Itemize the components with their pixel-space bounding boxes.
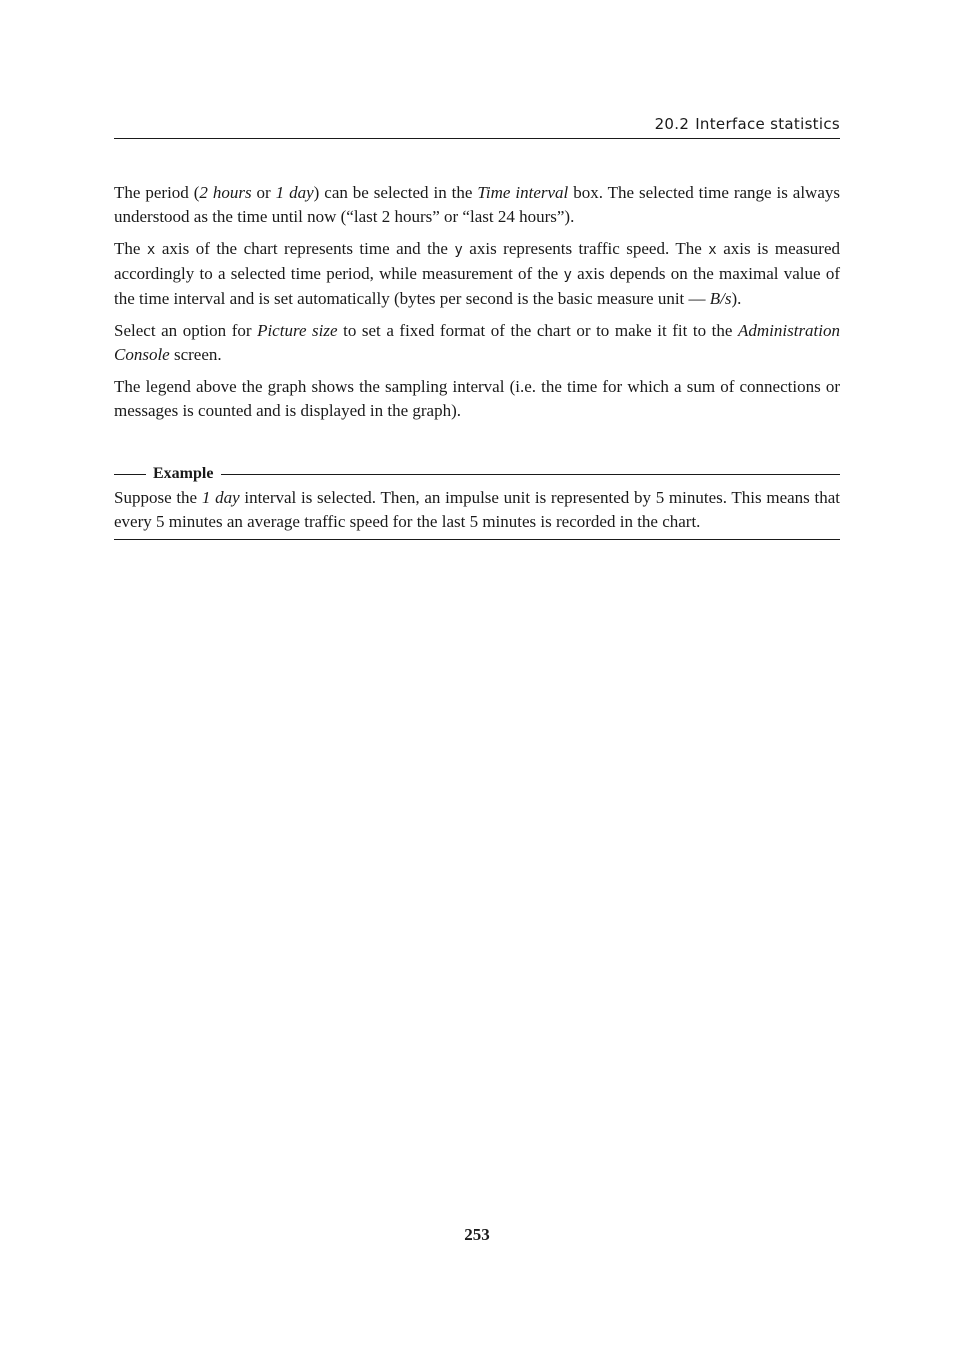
text-run: screen. xyxy=(169,345,222,364)
text-run: axis of the chart represents time and the xyxy=(155,239,455,258)
page-number: 253 xyxy=(464,1225,490,1244)
running-header xyxy=(114,114,840,139)
paragraph-axes xyxy=(114,237,840,311)
text-run: Suppose the xyxy=(114,488,202,507)
text-run: ) can be selected in the xyxy=(313,183,478,202)
section-title: Interface statistics xyxy=(695,115,840,133)
rule xyxy=(114,474,146,475)
text-run: The period ( xyxy=(114,183,200,202)
example-body xyxy=(114,486,840,540)
text-run: or xyxy=(251,183,276,202)
text-run: The legend above the graph shows the sampling interval (i.e. the time for which a sum of connections or messages is counted and is displayed in the graph). xyxy=(114,377,840,420)
emphasis-2-hours: 2 hours xyxy=(199,183,252,202)
text-run: axis is measured accordingly to a selected time period, while measurement of the xyxy=(114,239,841,283)
rule xyxy=(221,474,840,475)
text-run: to set a fixed format of the chart or to make it fit to the xyxy=(337,321,738,340)
code-y: y xyxy=(454,242,463,258)
text-run: Select an option for xyxy=(114,321,258,340)
section-number: 20.2 xyxy=(654,115,690,133)
example-title: Example xyxy=(153,465,214,482)
body-text xyxy=(114,181,840,431)
emphasis-picture-size: Picture size xyxy=(257,321,338,340)
text-run: box. The selected time range is always understood as the time until now (“last 2 hours” or “last 24 hours”). xyxy=(114,183,841,226)
emphasis-1-day: 1 day xyxy=(201,488,240,507)
code-x: x xyxy=(708,242,717,258)
paragraph-picture-size xyxy=(114,319,840,367)
paragraph-legend xyxy=(114,375,840,423)
code-x: x xyxy=(146,242,156,258)
text-run: axis represents traffic speed. The xyxy=(462,239,709,258)
emphasis-admin-console: Administration Console xyxy=(114,321,841,364)
text-run: interval is selected. Then, an impulse unit is represented by 5 minutes. This means that every 5 minutes an average traffic speed for the last 5 minutes is recorded in the chart. xyxy=(114,488,841,531)
emphasis-1-day: 1 day xyxy=(275,183,314,202)
emphasis-time-interval: Time interval xyxy=(477,183,569,202)
emphasis-unit: B/s xyxy=(709,289,732,308)
example-box xyxy=(114,464,840,540)
code-y: y xyxy=(563,267,572,283)
paragraph-time-interval xyxy=(114,181,840,229)
text-run: The xyxy=(114,239,147,258)
text-run: ). xyxy=(731,289,742,308)
example-title-row xyxy=(114,464,840,484)
text-run: axis depends on the maximal value of the time interval and is set automatically (bytes per second is the basic measure unit — xyxy=(114,264,840,308)
